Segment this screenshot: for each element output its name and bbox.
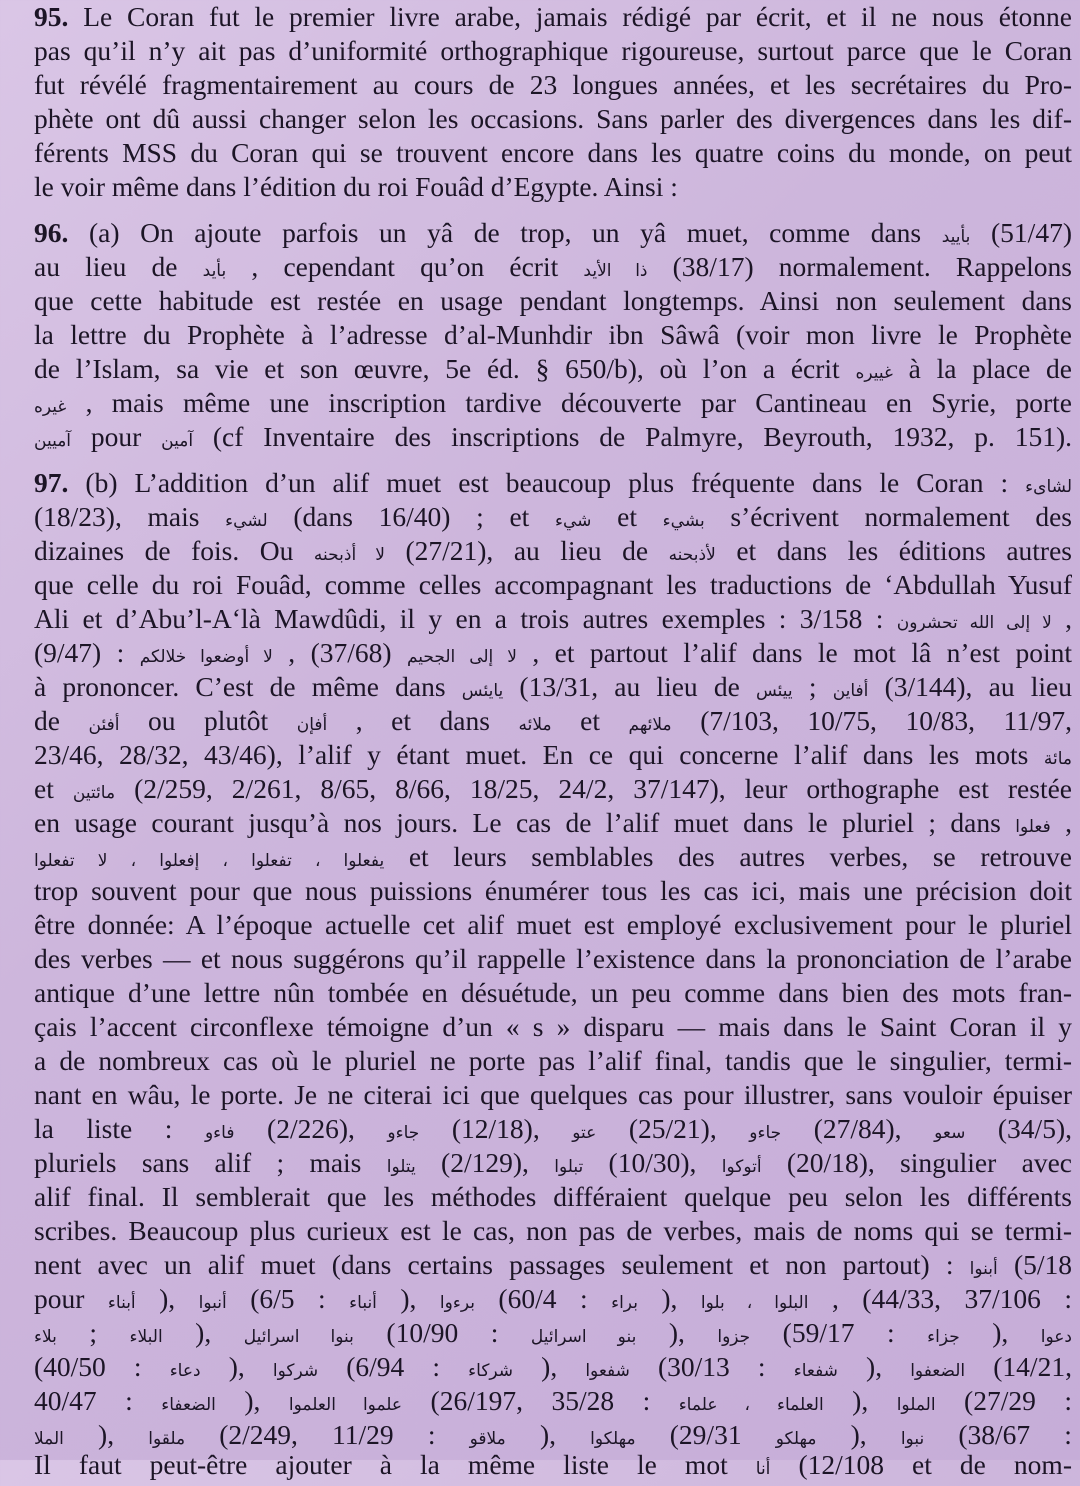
text-line: nent avec un alif muet (dans certains passages seulement et non partout) : أبنوا (5/18 — [34, 1249, 1072, 1280]
text-line: à prononcer. C’est de même dans يايئس (13/31, au lieu de ييئس ; أفاين (3/144), au lieu — [34, 671, 1072, 702]
line-text: (b) L’addition d’un alif muet est beaucoup plus fréquente dans le Coran : لشاىء — [68, 467, 1072, 498]
text-line: férents MSS du Coran qui se trouvent encore dans les quatre coins du monde, on peut — [34, 137, 1072, 168]
text-line: la lettre du Prophète à l’adresse d’al-Munhdir ibn Sâwâ (voir mon livre le Prophète — [34, 319, 1072, 350]
text-line: et مائتين (2/259, 2/261, 8/65, 8/66, 18/25, 24/2, 37/147), leur orthographe est restée — [34, 773, 1072, 804]
text-line: au lieu de بأيد , cependant qu’on écrit ذا الأيد (38/17) normalement. Rappelons — [34, 251, 1072, 282]
text-line: de l’Islam, sa vie et son œuvre, 5e éd. § 650/b), où l’on a écrit غييره à la place de — [34, 353, 1072, 384]
text-line: le voir même dans l’édition du roi Fouâd d’Egypte. Ainsi : — [34, 171, 678, 202]
text-line: غيره , mais même une inscription tardive découverte par Cantineau en Syrie, porte — [34, 387, 1072, 418]
paragraph-number: 97. — [34, 467, 69, 498]
text-line: آميين pour آمين (cf Inventaire des inscriptions de Palmyre, Beyrouth, 1932, p. 151). — [34, 421, 1072, 452]
text-line: que celle du roi Fouâd, comme celles accompagnant les traductions de ‘Abdullah Yusuf — [34, 569, 1072, 600]
line-text: Le Coran fut le premier livre arabe, jamais rédigé par écrit, et il ne nous étonne — [68, 1, 1072, 32]
text-line — [34, 0, 1072, 33]
text-line: scribes. Beaucoup plus curieux est le cas, non pas de verbes, mais de noms qui se termi- — [34, 1215, 1072, 1246]
text-line: الملا ), ملقوا (2/249, 11/29 : ملاقو ), مهلكوا (29/31 مهلكو ), نبوا (38/67 : — [34, 1419, 1072, 1450]
text-line: nant en wâu, le porte. Je ne citerai ici que quelques cas pour illustrer, sans vouloir épuiser — [34, 1079, 1072, 1110]
text-line: la liste : فاءو (2/226), جاءو (12/18), عتو (25/21), جاءو (27/84), سعو (34/5), — [34, 1113, 1072, 1144]
paragraph-number: 96. — [34, 217, 69, 248]
text-line: alif final. Il semblerait que les méthodes différaient quelque peu selon les différents — [34, 1181, 1072, 1212]
text-line: antique d’une lettre nûn tombée en désuétude, un peu comme dans bien des mots fran- — [34, 977, 1072, 1008]
text-line: pour أبناء ), أنبوا (6/5 : أنباء ), برءوا (60/4 : براء ), البلوا ، بلوا , (44/33, 37/106 : — [34, 1283, 1072, 1314]
text-line: a de nombreux cas où le pluriel ne porte pas l’alif final, tandis que le singulier, termi- — [34, 1045, 1072, 1076]
text-line: que cette habitude est restée en usage pendant longtemps. Ainsi non seulement dans — [34, 285, 1072, 316]
line-text: (a) On ajoute parfois un yâ de trop, un yâ muet, comme dans بأييد (51/47) — [68, 217, 1072, 248]
text-line: trop souvent pour que nous puissions énumérer tous les cas ici, mais une précision doit — [34, 875, 1072, 906]
text-line: en usage courant jusqu’à nos jours. Le cas de l’alif muet dans le pluriel ; dans فعلوا , — [34, 807, 1072, 838]
text-line: (40/50 : دعاء ), شركوا (6/94 : شركاء ), شفعوا (30/13 : شفعاء ), الضعفوا (14/21, — [34, 1351, 1072, 1382]
text-line: يفعلوا ، تفعلوا ، إفعلوا ، لا تفعلوا et leurs semblables des autres verbes, se retrouve — [34, 841, 1072, 872]
text-line: çais l’accent circonflexe témoigne d’un « s » disparu — mais dans le Saint Coran il y — [34, 1011, 1072, 1042]
text-line: phète ont dû aussi changer selon les occasions. Sans parler des divergences dans les dif- — [34, 103, 1072, 134]
text-line: 23/46, 28/32, 43/46), l’alif y étant muet. En ce qui concerne l’alif dans les mots مائة — [34, 739, 1072, 770]
text-line: (18/23), mais لشيء (dans 16/40) ; et شيء et بشيء s’écrivent normalement des — [34, 501, 1072, 532]
text-line: des verbes — et nous suggérons qu’il rappelle l’existence dans la prononciation de l’arabe — [34, 943, 1072, 974]
paragraph-number: 95. — [34, 1, 69, 32]
text-line: être donnée: A l’époque actuelle cet alif muet est employé exclusivement pour le pluriel — [34, 909, 1072, 940]
text-line: de أفئن ou plutôt أفإن , et dans ملائه et ملائهم (7/103, 10/75, 10/83, 11/97, — [34, 705, 1072, 736]
text-line: pas qu’il n’y ait pas d’uniformité orthographique rigoureuse, surtout parce que le Coran — [34, 35, 1072, 66]
text-line: Il faut peut-être ajouter à la même liste le mot أنا (12/108 et de nom- — [34, 1449, 1072, 1480]
text-line: (9/47) : لا أوضعوا خلالكم , (37/68) لا إلى الجحيم , et partout l’alif dans le mot lâ n’est point — [34, 637, 1072, 668]
text-line — [34, 216, 1072, 254]
text-line: Ali et d’Abu’l-A‘là Mawdûdi, il y en a trois autres exemples : 3/158 : لا إلى الله تحشرون , — [34, 603, 1072, 634]
text-line: بلاء ; البلاء ), بنوا اسرائيل (10/90 : بنو اسرائيل ), جزوا (59/17 : جزاء ), دعوا — [34, 1317, 1072, 1348]
text-line: dizaines de fois. Ou لا أذبحنه (27/21), au lieu de لأذبحنه et dans les éditions autres — [34, 535, 1072, 566]
text-line: 40/47 : الضعفاء ), علموا العلموا (26/197, 35/28 : العلماء ، علماء ), الملوا (27/29 : — [34, 1385, 1072, 1416]
text-line: pluriels sans alif ; mais يتلوا (2/129), تبلوا (10/30), أتوكوا (20/18), singulier avec — [34, 1147, 1072, 1178]
text-line — [34, 466, 1072, 504]
text-line: fut révélé fragmentairement au cours de 23 longues années, et les secrétaires du Pro- — [34, 69, 1072, 100]
